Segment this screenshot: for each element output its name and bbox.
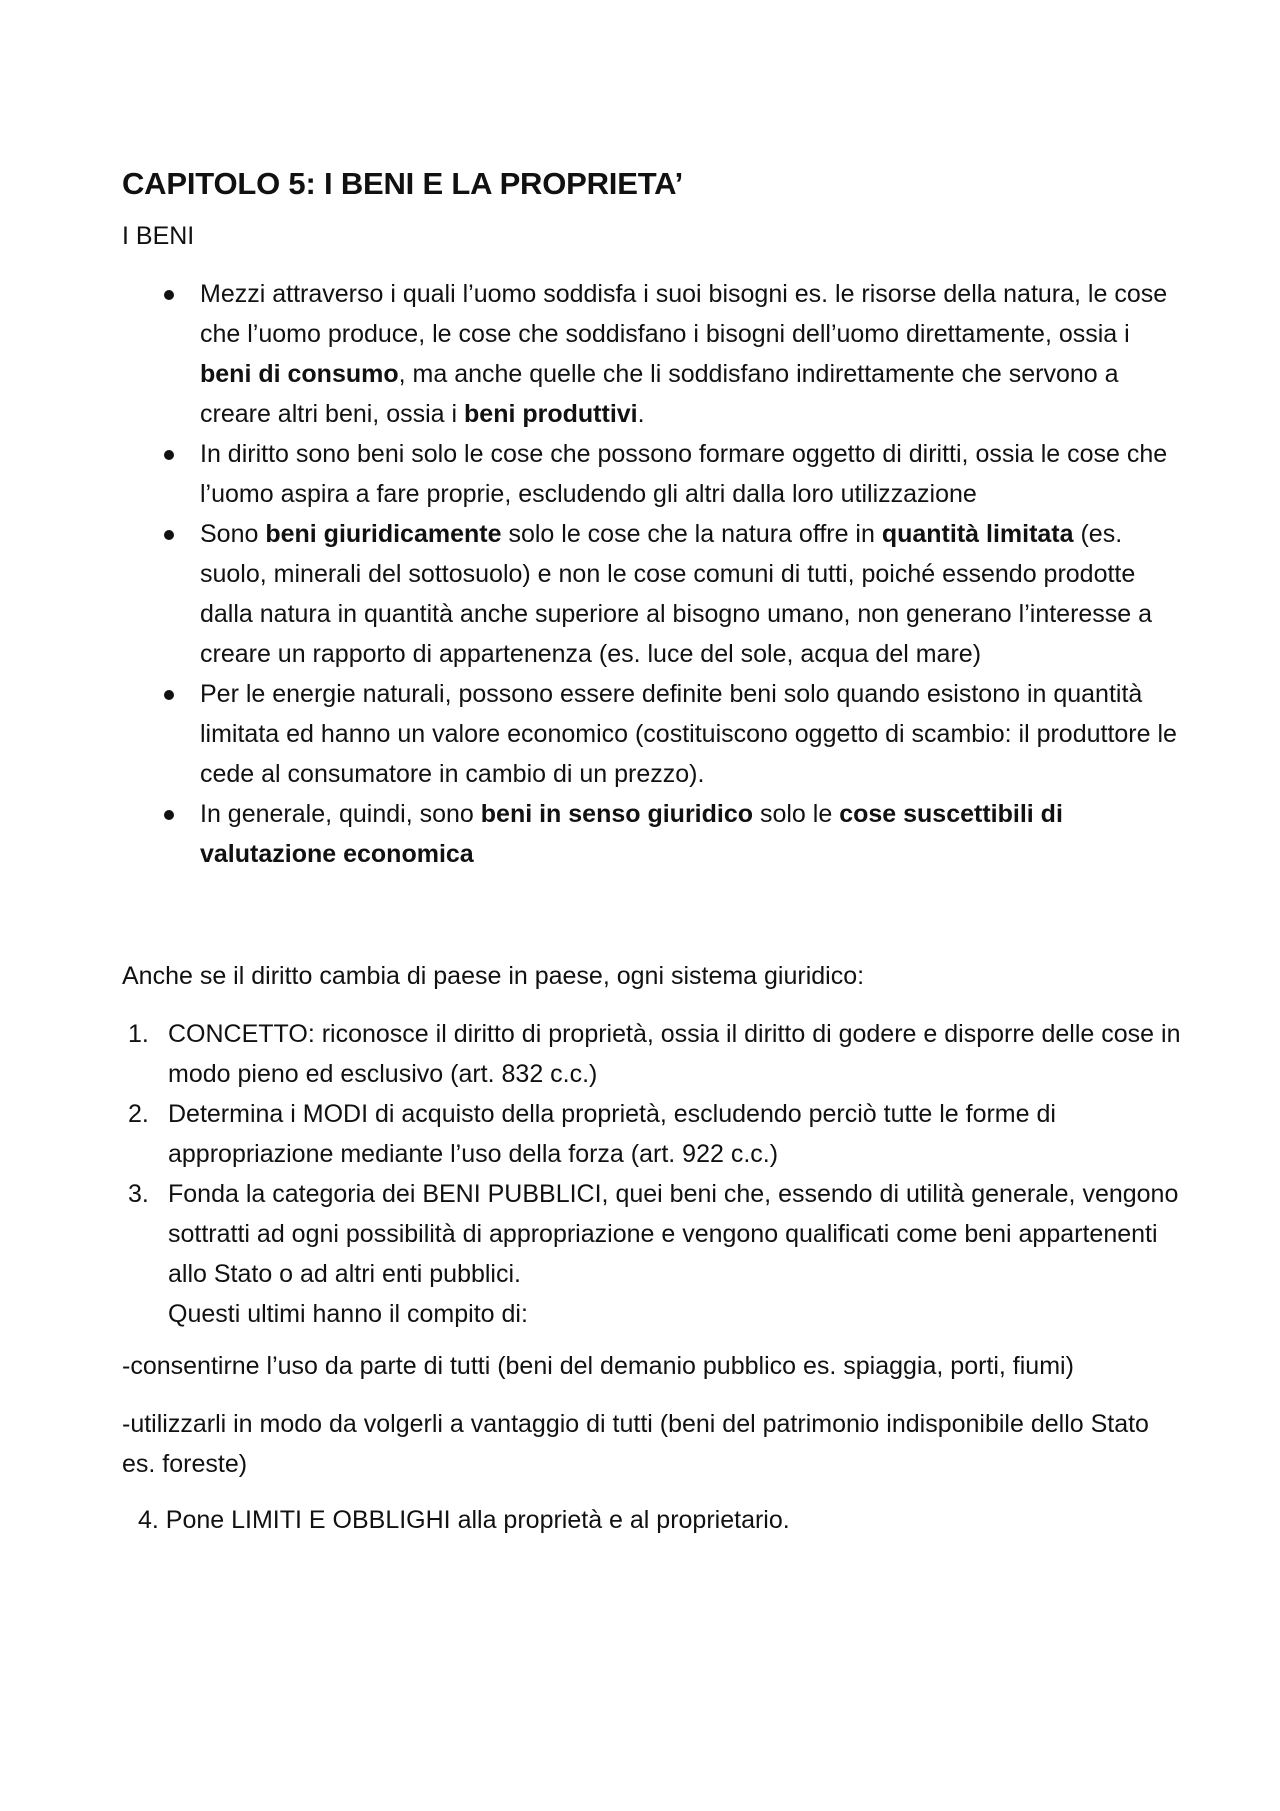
bullet-item: Sono beni giuridicamente solo le cose che la natura offre in quantità limitata (es. suolo, minerali del sottosuolo) e non le cose comuni di tutti, poiché essendo prodotte dalla natura in quantità anche superiore al bisogno umano, non generano l’interesse a creare un rapporto di appartenenza (es. luce del sole, acqua del mare) xyxy=(122,514,1182,674)
numbered-item xyxy=(122,1174,1182,1334)
intro-paragraph: Anche se il diritto cambia di paese in paese, ogni sistema giuridico: xyxy=(122,962,865,990)
chapter-title: CAPITOLO 5: I BENI E LA PROPRIETA’ xyxy=(122,166,684,201)
bullet-item: In diritto sono beni solo le cose che possono formare oggetto di diritti, ossia le cose che l’uomo aspira a fare proprie, escludendo gli altri dalla loro utilizzazione xyxy=(122,434,1182,514)
numbered-item xyxy=(122,1014,1182,1094)
dash-item: -utilizzarli in modo da volgerli a vantaggio di tutti (beni del patrimonio indisponibile dello Stato es. foreste) xyxy=(122,1410,1149,1478)
item-number: 1. xyxy=(128,1020,149,1048)
numbered-item-4: 4. Pone LIMITI E OBBLIGHI alla proprietà e al proprietario. xyxy=(138,1506,790,1534)
bullet-item: Per le energie naturali, possono essere definite beni solo quando esistono in quantità limitata ed hanno un valore economico (costituiscono oggetto di scambio: il produttore le cede al consumatore in cambio di un prezzo). xyxy=(122,674,1182,794)
bullet-dot-icon xyxy=(164,450,174,460)
bullet-list xyxy=(122,274,1182,874)
item-number: 3. xyxy=(128,1180,149,1208)
item-text: Determina i MODI di acquisto della proprietà, escludendo perciò tutte le forme di appropriazione mediante l’uso della forza (art. 922 c.c.) xyxy=(168,1100,1056,1168)
item-text-continuation: Questi ultimi hanno il compito di: xyxy=(168,1300,528,1328)
document-page xyxy=(122,150,1182,1540)
bullet-dot-icon xyxy=(164,290,174,300)
bullet-dot-icon xyxy=(164,690,174,700)
section-subtitle: I BENI xyxy=(122,222,195,250)
item-number: 2. xyxy=(128,1100,149,1128)
numbered-list xyxy=(122,1014,1182,1334)
bullet-dot-icon xyxy=(164,810,174,820)
item-text: CONCETTO: riconosce il diritto di proprietà, ossia il diritto di godere e disporre delle cose in modo pieno ed esclusivo (art. 832 c.c.) xyxy=(168,1020,1181,1088)
bullet-item: In generale, quindi, sono beni in senso giuridico solo le cose suscettibili di valutazione economica xyxy=(122,794,1182,874)
dash-item: -consentirne l’uso da parte di tutti (beni del demanio pubblico es. spiaggia, porti, fiumi) xyxy=(122,1352,1074,1380)
item-text: Fonda la categoria dei BENI PUBBLICI, quei beni che, essendo di utilità generale, vengono sottratti ad ogni possibilità di appropriazione e vengono qualificati come beni appartenenti allo Stato o ad altri enti pubblici. xyxy=(168,1180,1179,1288)
bullet-dot-icon xyxy=(164,530,174,540)
bullet-item: Mezzi attraverso i quali l’uomo soddisfa i suoi bisogni es. le risorse della natura, le cose che l’uomo produce, le cose che soddisfano i bisogni dell’uomo direttamente, ossia i beni di consumo, ma anche quelle che li soddisfano indirettamente che servono a creare altri beni, ossia i beni produttivi. xyxy=(122,274,1182,434)
numbered-item xyxy=(122,1094,1182,1174)
